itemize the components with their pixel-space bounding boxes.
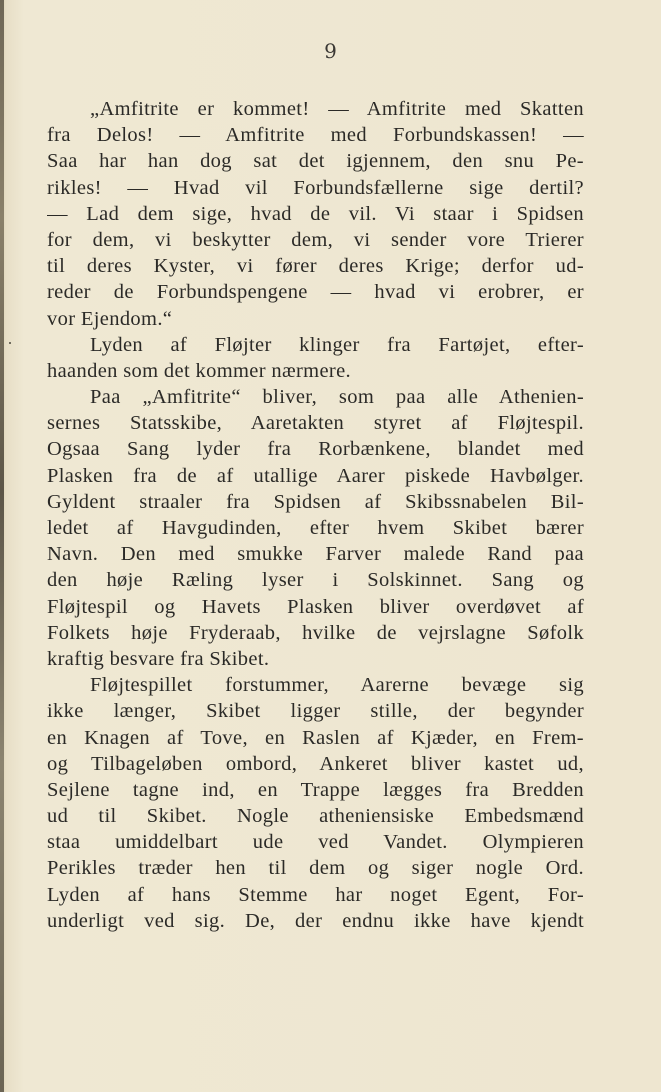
body-text	[47, 96, 584, 934]
text-line: Navn. Den med smukke Farver malede Rand paa	[47, 543, 584, 566]
text-line: Fløjtespil og Havets Plasken bliver overdøvet af	[47, 595, 584, 618]
text-line: Folkets høje Fryderaab, hvilke de vejrslagne Søfolk	[47, 621, 584, 644]
text-line: ikke længer, Skibet ligger stille, der begynder	[47, 700, 584, 723]
text-line: ud til Skibet. Nogle atheniensiske Embedsmænd	[47, 805, 584, 828]
text-line: Fløjtespillet forstummer, Aarerne bevæge sig	[90, 674, 584, 697]
text-line: Lyden af hans Stemme har noget Egent, For-	[47, 883, 584, 906]
text-line: Ogsaa Sang lyder fra Rorbænkene, blandet med	[47, 438, 584, 461]
page-number: 9	[324, 39, 337, 63]
text-line: „Amfitrite er kommet! — Amfitrite med Skatten	[90, 98, 584, 120]
text-line: Lyden af Fløjter klinger fra Fartøjet, efter-	[90, 333, 584, 356]
paper-speck	[9, 342, 11, 344]
text-line: Sejlene tagne ind, en Trappe lægges fra Bredden	[47, 778, 584, 801]
text-line: underligt ved sig. De, der endnu ikke have kjendt	[47, 909, 584, 932]
text-line: ledet af Havgudinden, efter hvem Skibet bærer	[47, 517, 584, 539]
text-line: en Knagen af Tove, en Raslen af Kjæder, en Frem-	[47, 726, 584, 749]
text-line: reder de Forbundspengene — hvad vi erobrer, er	[47, 281, 584, 304]
text-line: Plasken fra de af utallige Aarer piskede Havbølger.	[47, 464, 584, 487]
text-line: og Tilbageløben ombord, Ankeret bliver kastet ud,	[47, 752, 584, 775]
text-line: staa umiddelbart ude ved Vandet. Olympieren	[47, 831, 584, 854]
text-line: haanden som det kommer nærmere.	[47, 359, 352, 382]
text-line: til deres Kyster, vi fører deres Krige; derfor ud-	[47, 255, 584, 278]
text-line: sernes Statsskibe, Aaretakten styret af Fløjtespil.	[47, 412, 584, 435]
text-line: Gyldent straaler fra Spidsen af Skibssnabelen Bil-	[47, 490, 584, 513]
text-line: den høje Ræling lyser i Solskinnet. Sang og	[47, 569, 584, 592]
page-binding-edge	[0, 0, 4, 1092]
text-line: — Lad dem sige, hvad de vil. Vi staar i Spidsen	[47, 202, 584, 225]
text-line: for dem, vi beskytter dem, vi sender vore Trierer	[47, 228, 584, 251]
text-line: rikles! — Hvad vil Forbundsfællerne sige dertil?	[47, 176, 584, 199]
text-line: kraftig besvare fra Skibet.	[47, 647, 270, 670]
text-line: Paa „Amfitrite“ bliver, som paa alle Athenien-	[90, 386, 584, 409]
text-line: Saa har han dog sat det igjennem, den snu Pe-	[47, 150, 584, 173]
text-line: vor Ejendom.“	[47, 307, 173, 330]
text-line: Perikles træder hen til dem og siger nogle Ord.	[47, 857, 584, 880]
text-line: fra Delos! — Amfitrite med Forbundskassen! —	[47, 124, 584, 147]
